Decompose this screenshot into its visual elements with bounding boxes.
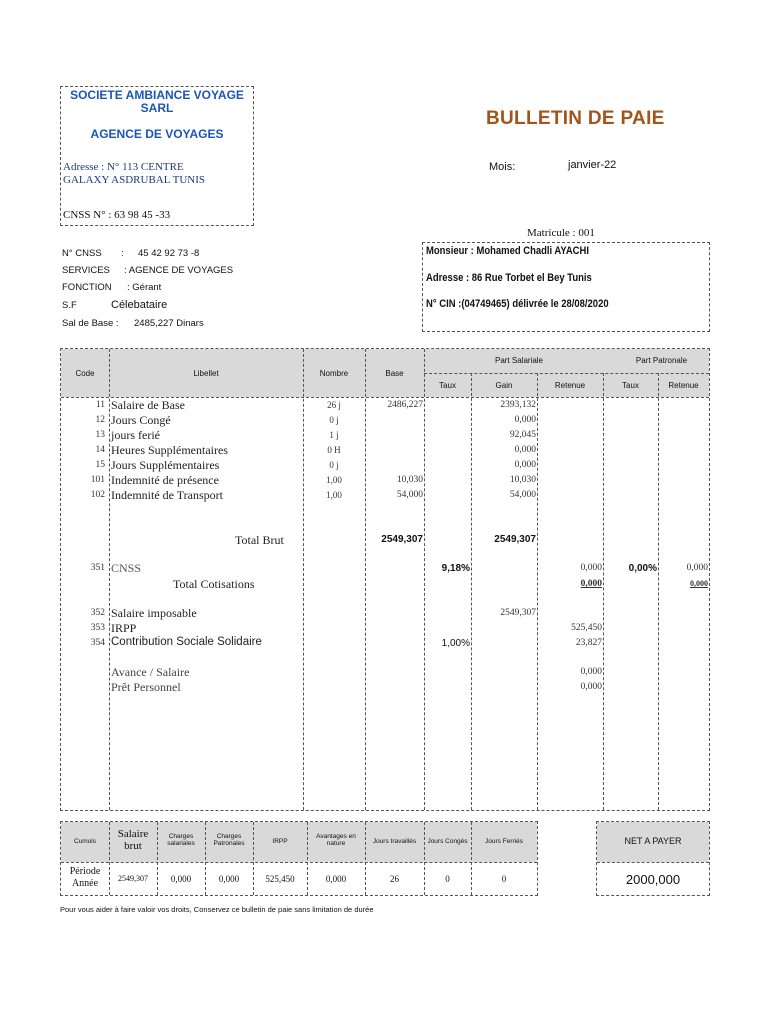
document-title: BULLETIN DE PAIE: [486, 108, 665, 129]
cumul-row-label: Période Année: [69, 866, 101, 889]
employee-box: [422, 242, 710, 332]
month-label: Mois:: [489, 161, 516, 173]
fonction-value: : Gérant: [127, 282, 162, 293]
net-pay-label: NET A PAYER: [624, 836, 682, 846]
cumul-header: Salaire brut: [117, 828, 149, 853]
header-libellet: Libellet: [193, 369, 219, 378]
company-legal-form: SARL: [140, 101, 174, 115]
matricule: Matricule : 001: [527, 227, 595, 239]
cnss-separator: :: [121, 248, 124, 259]
header-base: Base: [385, 369, 404, 378]
total-cotisations-label: Total Cotisations: [173, 577, 255, 591]
cumul-header: Jours Congés: [427, 838, 468, 845]
pay-table: Code Libellet Nombre Base Part Salariale Part Patronale Taux Gain Retenue Taux Retenue 11 Salaire de Base 26 j 2486,227 2393,132 12 Jours Congé 0 j 0,000 13 jours ferié 1 j 92,045 14 Heures Supplémentaires 0 H 0,000 15 Jours Supplémentaires 0 j 0,000 101 Indemnité de présence 1,00 10,030 10,030 102 Indemnité de Transport 1,00 54,000 54,000 Total Brut 2549,307 2549,307 351 CNSS 9,18% 0,000 0,00% 0,000 Total Cotisations 0,000 0,000 352 Salaire imposable 2549,307 353 IRPP 525,450 354 Contribution Sociale Solidaire 1,00% 23,827 Avance / Salaire 0,000 Prêt Personnel 0,000: [60, 348, 710, 811]
cumul-value: 0: [501, 874, 507, 884]
sf-label: S.F: [62, 300, 77, 311]
total-brut-label: Total Brut: [235, 533, 284, 547]
cumul-header: IRPP: [272, 838, 288, 845]
header-code: Code: [75, 369, 95, 378]
cumul-header: Jours Ferriés: [485, 838, 523, 845]
company-box: [60, 86, 254, 226]
cumul-header: Avantages en nature: [316, 833, 356, 848]
month-value: janvier-22: [568, 159, 617, 171]
footer-note: Pour vous aider à faire valoir vos droits, Conservez ce bulletin de paie sans limitation de durée: [60, 905, 374, 914]
company-address-line1: Adresse : N° 113 CENTRE: [63, 161, 184, 173]
cumul-value: 0: [445, 874, 450, 884]
employee-name: Monsieur : Mohamed Chadli AYACHI: [426, 245, 589, 257]
cumul-value: 0,000: [325, 874, 347, 884]
total-brut-base: 2549,307: [381, 534, 423, 545]
company-name: SOCIETE AMBIANCE VOYAGE: [70, 88, 244, 102]
services-label: SERVICES: [62, 265, 110, 276]
fonction-label: FONCTION: [62, 282, 112, 293]
total-brut-gain: 2549,307: [494, 534, 536, 545]
cumul-value: 525,450: [265, 874, 295, 884]
cumul-header: Jours travaillés: [372, 838, 417, 845]
cumul-value: 26: [390, 874, 399, 884]
company-cnss: CNSS N° : 63 98 45 -33: [63, 209, 171, 221]
header-nombre: Nombre: [319, 369, 349, 378]
header-part-patronale: Part Patronale: [635, 356, 688, 365]
sf-value: Célebataire: [111, 299, 168, 311]
header-taux-patronale: Taux: [622, 381, 639, 390]
salbase-value: 2485,227 Dinars: [134, 318, 204, 329]
employee-cin: N° CIN :(04749465) délivrée le 28/08/2020: [426, 298, 609, 310]
cumul-table: [60, 821, 538, 896]
cumul-value: 0,000: [170, 874, 192, 884]
company-address-line2: GALAXY ASDRUBAL TUNIS: [63, 174, 205, 186]
cnss-label: N° CNSS: [62, 248, 102, 259]
salbase-label: Sal de Base :: [62, 318, 119, 329]
total-cotisations-retenue-patronale: 0,000: [690, 579, 708, 588]
header-retenue: Retenue: [554, 381, 586, 390]
header-retenue-patronale: Retenue: [668, 381, 699, 390]
cumul-header: Charges Patronales: [213, 833, 245, 848]
cumul-value: 2549,307: [118, 874, 148, 883]
cumul-value: 0,000: [218, 874, 240, 884]
cumul-header: Cumuls: [73, 838, 97, 845]
cnss-value: 45 42 92 73 -8: [138, 248, 200, 259]
cumul-header: Charges salariales: [167, 833, 195, 848]
net-pay-value: 2000,000: [625, 872, 681, 887]
header-taux: Taux: [439, 381, 456, 390]
net-pay-box: [596, 821, 710, 896]
company-activity: AGENCE DE VOYAGES: [90, 127, 224, 141]
header-gain: Gain: [495, 381, 513, 390]
services-value: : AGENCE DE VOYAGES: [124, 265, 234, 276]
total-cotisations-retenue: 0,000: [580, 579, 602, 589]
header-part-salariale: Part Salariale: [494, 356, 544, 365]
employee-address: Adresse : 86 Rue Torbet el Bey Tunis: [426, 272, 592, 284]
